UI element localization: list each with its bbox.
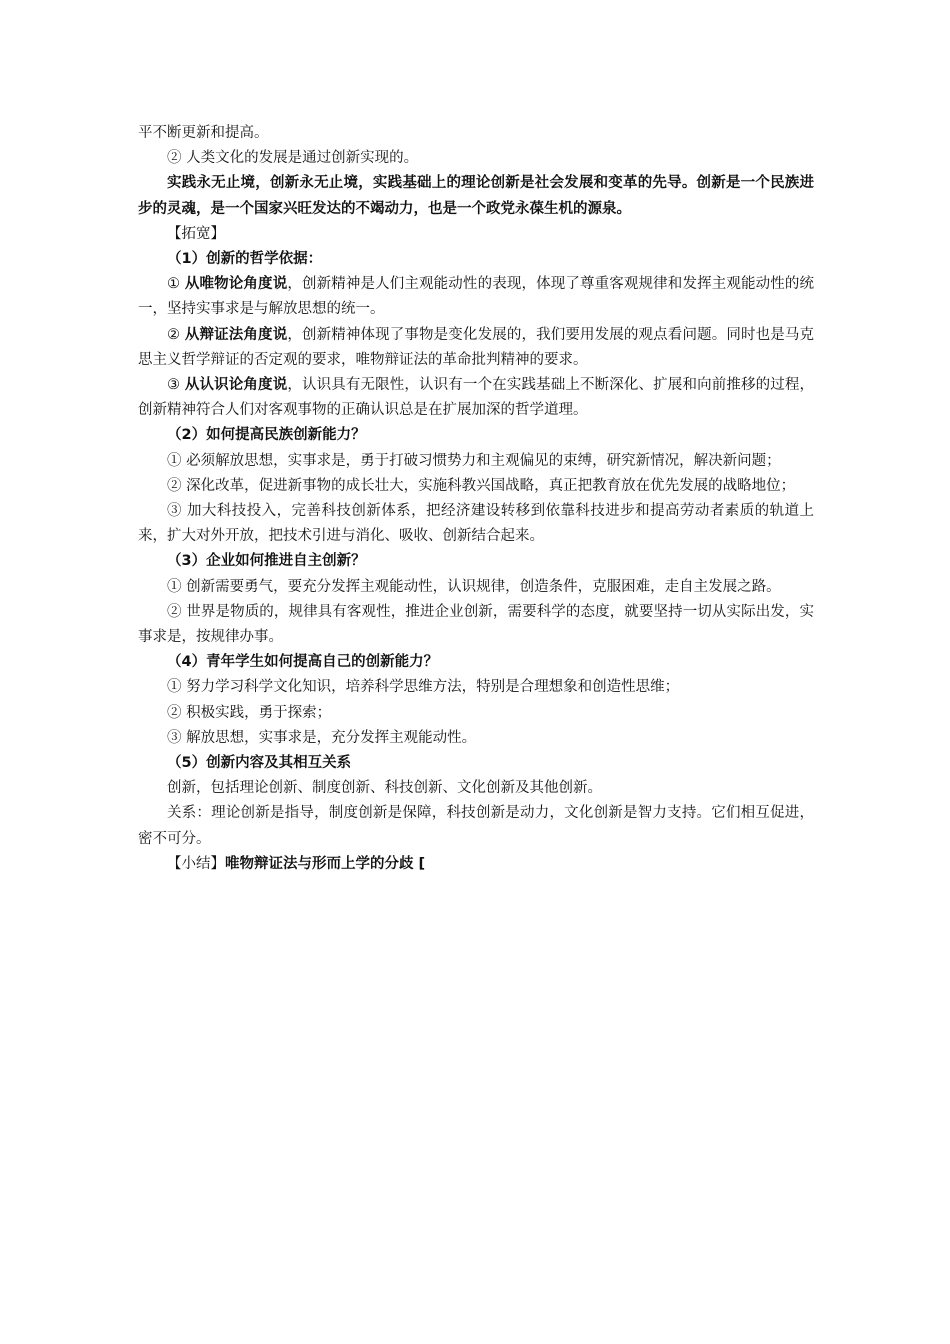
list-item: ① 必须解放思想，实事求是，勇于打破习惯势力和主观偏见的束缚，研究新情况，解决新问题； bbox=[167, 452, 781, 469]
document-body bbox=[138, 121, 814, 877]
list-item: ② 世界是物质的，规律具有客观性，推进企业创新，需要科学的态度，就要坚持一切从实际出发，实事求是，按规律办事。 bbox=[138, 603, 814, 646]
heading-innovation-content: （5）创新内容及其相互关系 bbox=[167, 755, 352, 772]
list-item: ② 深化改革，促进新事物的成长壮大，实施科教兴国战略，真正把教育放在优先发展的战略地位； bbox=[167, 477, 796, 494]
list-item: ③ 加大科技投入，完善科技创新体系，把经济建设转移到依靠科技进步和提高劳动者素质的轨道上来，扩大对外开放，把技术引进与消化、吸收、创新结合起来。 bbox=[138, 503, 814, 545]
list-item: ③ 解放思想，实事求是，充分发挥主观能动性。 bbox=[167, 729, 477, 746]
summary-title: 唯物辩证法与形而上学的分歧 [ bbox=[225, 855, 426, 872]
item-text: ，创新精神是人们主观能动性的表现，体现了尊重客观规律和发挥主观能动性的统一，坚持实事求是与解放思想的统一。 bbox=[138, 276, 815, 318]
list-item: ① 努力学习科学文化知识，培养科学思维方法，特别是合理想象和创造性思维； bbox=[167, 679, 680, 696]
item-number: ① bbox=[167, 276, 185, 293]
heading-national-innovation: （2）如何提高民族创新能力？ bbox=[167, 427, 366, 444]
list-item bbox=[138, 373, 814, 423]
list-item: ② 积极实践，勇于探索； bbox=[167, 704, 332, 721]
item-bold-lead: 从认识论角度说 bbox=[184, 377, 288, 394]
item-bold-lead: 从辩证法角度说 bbox=[184, 326, 288, 343]
summary-label: 【小结】 bbox=[167, 855, 225, 872]
list-item bbox=[138, 323, 814, 373]
heading-enterprise-innovation: （3）企业如何推进自主创新？ bbox=[167, 553, 366, 570]
list-item: ① 创新需要勇气，要充分发挥主观能动性，认识规律，创造条件，克服困难，走自主发展之路。 bbox=[167, 578, 781, 595]
item-number: ③ bbox=[167, 377, 185, 394]
summary-line bbox=[138, 852, 814, 877]
paragraph-continuation: 平不断更新和提高。 bbox=[138, 125, 269, 141]
item-number: ② bbox=[167, 326, 185, 343]
section-label-tuokuan: 【拓宽】 bbox=[167, 225, 225, 242]
heading-student-innovation: （4）青年学生如何提高自己的创新能力？ bbox=[167, 654, 439, 671]
item-text: ，认识具有无限性，认识有一个在实践基础上不断深化、扩展和向前推移的过程，创新精神符合人们对客观事物的正确认识总是在扩展加深的哲学道理。 bbox=[138, 377, 815, 419]
list-item: 创新，包括理论创新、制度创新、科技创新、文化创新及其他创新。 bbox=[167, 780, 602, 797]
paragraph-key-statement: 实践永无止境，创新永无止境，实践基础上的理论创新是社会发展和变革的先导。创新是一个民族进步的灵魂，是一个国家兴旺发达的不竭动力，也是一个政党永葆生机的源泉。 bbox=[138, 175, 814, 217]
heading-philosophical-basis: （1）创新的哲学依据： bbox=[167, 251, 323, 268]
item-bold-lead: 从唯物论角度说 bbox=[184, 276, 288, 293]
list-item: 关系：理论创新是指导，制度创新是保障，科技创新是动力，文化创新是智力支持。它们相互促进，密不可分。 bbox=[138, 805, 814, 847]
item-text: ，创新精神体现了事物是变化发展的，我们要用发展的观点看问题。同时也是马克思主义哲学辩证的否定观的要求，唯物辩证法的革命批判精神的要求。 bbox=[138, 326, 815, 368]
list-item bbox=[138, 272, 814, 322]
paragraph-culture-innovation: ② 人类文化的发展是通过创新实现的。 bbox=[167, 150, 419, 167]
